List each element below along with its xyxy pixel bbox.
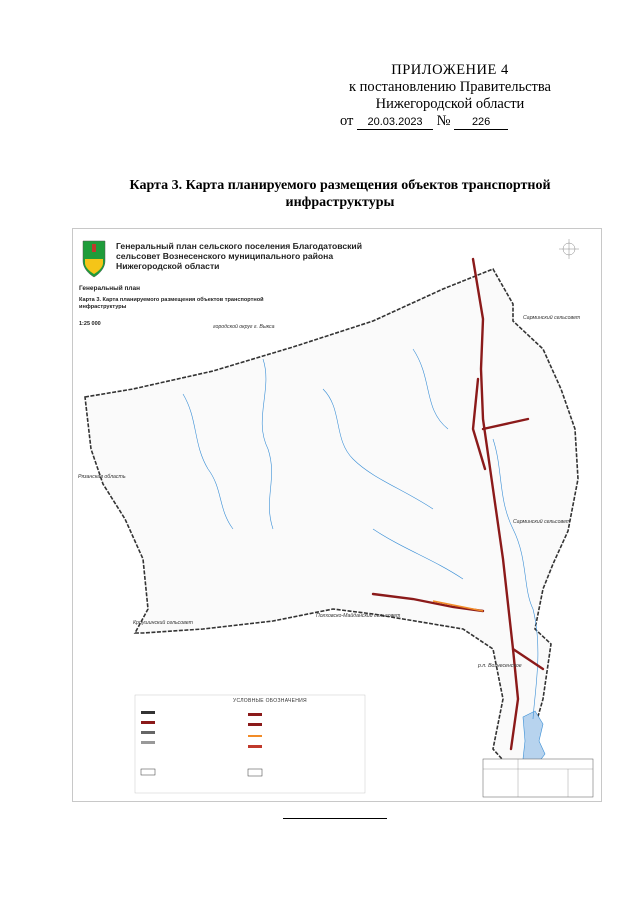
label-krutsinsky: Криушинский сельсовет bbox=[133, 620, 193, 626]
label-ryazan: Рязанская область bbox=[78, 474, 126, 480]
label-sarminsky-top: Сарминский сельсовет bbox=[523, 315, 581, 321]
title-block bbox=[483, 759, 593, 797]
map-scale: 1:25 000 bbox=[79, 321, 101, 327]
appendix-heading: ПРИЛОЖЕНИЕ 4 bbox=[391, 62, 509, 78]
legend-box bbox=[135, 695, 365, 793]
date-number-line bbox=[340, 113, 508, 130]
lake bbox=[523, 711, 545, 767]
label-river: р.п. Вознесенское bbox=[478, 663, 522, 669]
map-heading: Генеральный план сельского поселения Благодатовский сельсовет Вознесенского муниципального района Нижегородской области bbox=[116, 241, 362, 271]
resolution-date: 20.03.2023 bbox=[357, 115, 433, 130]
number-label: № bbox=[436, 113, 451, 129]
map-subheading: Генеральный план bbox=[79, 285, 141, 292]
map-subtitle: Карта 3. Карта планируемого размещения объектов транспортной инфраструктуры bbox=[79, 297, 264, 310]
resolution-number: 226 bbox=[454, 115, 508, 130]
label-polkhovo: Полховско-Майданский сельсовет bbox=[316, 613, 401, 619]
legend-title: УСЛОВНЫЕ ОБОЗНАЧЕНИЯ bbox=[233, 698, 307, 704]
label-vyksa: городской округ г. Выкса bbox=[213, 324, 275, 330]
map-frame bbox=[72, 228, 602, 802]
appendix-region-line: Нижегородской области bbox=[375, 96, 525, 112]
from-label: от bbox=[340, 113, 354, 129]
label-sarminsky-mid: Сарминский сельсовет bbox=[513, 519, 571, 525]
compass-rose-icon bbox=[559, 239, 579, 259]
footer-rule bbox=[283, 818, 387, 819]
page-title: Карта 3. Карта планируемого размещения объектов транспортной инфраструктуры bbox=[129, 178, 551, 210]
coat-of-arms bbox=[83, 241, 105, 277]
appendix-resolution-line: к постановлению Правительства bbox=[349, 79, 551, 95]
map-canvas bbox=[73, 229, 601, 801]
